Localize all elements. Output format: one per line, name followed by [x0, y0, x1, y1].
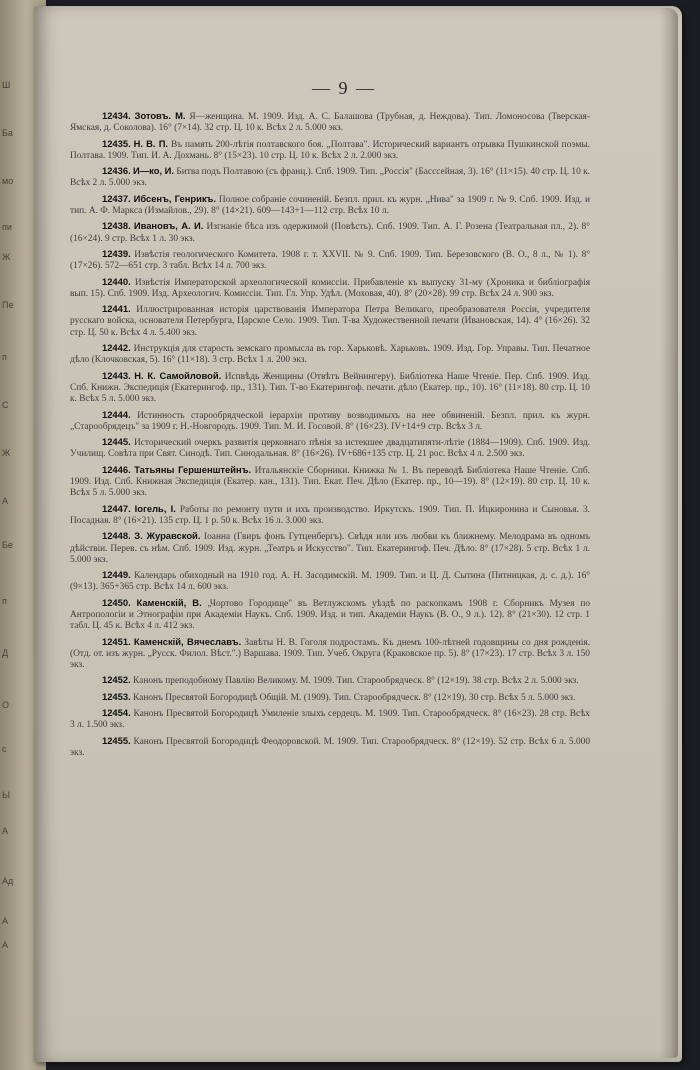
entry-number: 12444. [102, 408, 131, 420]
bibliography-entry [70, 138, 590, 163]
left-fragment: с [2, 744, 7, 754]
entry-number: 12447. [102, 502, 131, 514]
bibliography-entry [70, 691, 590, 704]
entry-author: Татьяны Гершенштейнъ. [134, 463, 252, 475]
entry-number: 12449. [102, 569, 131, 581]
entry-text: Работы по ремонту пути и ихъ производство. Иркутскъ. 1909. Тип. П. Ицкиронина и Сыновья. 3. Посадная. 8° (16×21). 135 стр. Ц. 1 р. 50 к. Всѣх 16 л. 3.000 экз. [70, 504, 590, 526]
left-fragment: Ад [2, 876, 14, 886]
bibliography-entry [70, 597, 590, 633]
entry-number: 12435. [102, 137, 131, 149]
entry-text: Испвѣдь Женщины (Отвѣтъ Вейнингеру). Библіотека Наше Чтеніе. Пер. Спб. 1909. Изд. Спб. Книжн. Экспедиція (Екатерингоф. пр., 131). Тип. Т-во Екатерингоф. печати. дѣло (Екатер. пр., 10). 16° (11×18). 80 стр. Ц. 10 к. Всѣх 5 л. 5.000 экз. [70, 371, 590, 405]
entry-text: Канонъ Пресвятой Богородицѣ Умиленіе злыхъ сердецъ. М. 1909. Тип. Старообрядческ. 8° (16×23). 28 стр. Всѣх 3 л. 1.500 экз. [70, 709, 590, 731]
entry-text: Извѣстія геологического Комитета. 1908 г. т. XXVII. № 9. Спб. 1909. Тип. Березовского (В. О., 8 л., № 1). 8° (17×26). 572—651 стр. 3 табл. Всѣх 14 л. 700 экз. [70, 249, 590, 272]
left-fragment: А [2, 826, 9, 836]
entry-number: 12450. [102, 596, 131, 608]
left-fragment: Ж [2, 448, 11, 458]
bibliography-entry [70, 342, 590, 367]
bibliography-entry [70, 110, 590, 135]
left-fragment: Ба [2, 128, 13, 138]
bibliography-entry [70, 674, 590, 687]
bibliography-entry [70, 735, 590, 760]
entry-number: 12437. [102, 192, 131, 204]
entry-number: 12434. [102, 110, 131, 121]
bibliography-entry [70, 530, 590, 566]
entry-text: Я—женщина. М. 1909. Изд. А. С. Балашова (Трубная, д. Неждова). Тип. Ломоносова (Тверская-Ямская, д. Соколова). 16° (7×14). 32 стр. Ц. 10 к. Всѣх 2 л. 5.000 экз. [70, 112, 590, 134]
entry-number: 12446. [102, 463, 131, 475]
entry-author: Н. В. П. [133, 137, 169, 149]
entry-author: З. Журавской. [134, 530, 201, 542]
entry-number: 12440. [102, 275, 131, 287]
entry-author: Ибсенъ, Генрикъ. [133, 192, 216, 204]
bibliography-entry [70, 248, 590, 273]
entry-text: Иллюстрированная исторія царствованія Императора Петра Великаго, преобразователя Россіи, учредителя русскаго войска, основателя Петербурга, Царское Село. 1909. Тип. Т-ва Художественной печати (Ивановская, 14). 4° (16×26). 32 стр. Ц. 50 к. Всѣх 4 л. 5.400 экз. [70, 305, 590, 338]
entry-number: 12451. [102, 635, 131, 647]
entry-number: 12445. [102, 436, 131, 448]
bibliography-entries [70, 110, 590, 980]
entry-text: Исторический очеркъ развитія церковнаго пѣнія за истекшее двадцатипяти-лѣтіе (1884—1909). Спб. 1909. Изд. Училищ. Совѣта при Свят. Синодѣ. Тип. Синодальная. 8° (16×26). IV+686+135 стр. Ц. 21 рос. Всѣх 4 л. 2.500 экз. [70, 438, 590, 460]
entry-text: Завѣты Н. В. Гоголя подростамъ. Къ днемъ 100-лѣтней годовщины со дня рожденія. (Отд. от. изъ журн. „Русск. Филол. Вѣст.".) Варшава. 1909. Тип. Учеб. Округа (Краковское пр. 5). 8° (17×23). 17 стр. Всѣх 3 л. 150 экз. [70, 637, 590, 671]
left-fragment: Бе [2, 540, 13, 550]
bibliography-entry [70, 436, 590, 461]
bibliography-entry [70, 503, 590, 528]
bibliography-entry [70, 370, 590, 406]
entry-number: 12448. [102, 530, 131, 542]
left-fragment: п [2, 596, 7, 606]
bibliography-entry [70, 707, 590, 732]
entry-text: Итальянскіе Сборники. Книжка № 1. Въ переводѣ Библіотека Наше Чтеніе. Спб. 1909. Изд. Спб. Книжная Экспедиція (Екатер. кан., 131). Тип. Екат. Печ. Дѣло (Екатер. пр., 10—19). 8° (12×19). 80 стр. Ц. 10 к. Всѣх 5 л. 5.000 экз. [70, 465, 590, 499]
left-fragment: Ж [2, 252, 11, 262]
left-fragment: Ш [2, 80, 11, 90]
entry-text: Изгнаніе бѣса изъ одержимой (Повѣсть). Спб. 1909. Тип. А. Г. Розена (Театральная пл., 2). 8° (16×24). 9 стр. Всѣх 1 л. 30 экз. [70, 222, 590, 244]
bibliography-entry [70, 569, 590, 594]
entry-number: 12438. [102, 220, 131, 232]
left-fragment: А [2, 496, 9, 506]
entry-number: 12455. [102, 734, 131, 746]
left-fragment: Ы [2, 790, 10, 800]
entry-text: Истинность старообрядческой іерархіи противу возводимыхъ на нее обвиненій. Безпл. прил. къ журн. „Старообрядецъ" за 1909 г. Н.-Новгородъ. 1909. Тип. М. И. Госовой. 8° (16×23). IV+14+9 стр. Всѣх 3 л. [70, 410, 590, 432]
bibliography-entry [70, 303, 590, 339]
left-fragment: Пе [2, 300, 14, 310]
entry-author: Каменскій, В. [136, 596, 202, 608]
entry-text: Битва подъ Полтавою (съ франц.). Спб. 1909. Тип. „Россія" (Басссейная, 3). 16° (11×15). 40 стр. Ц. 10 к. Всѣх 2 л. 5.000 экз. [70, 167, 590, 189]
bibliography-entry [70, 276, 590, 301]
entry-text: Полное собраніе сочиненій. Безпл. прил. къ журн. „Нива" за 1909 г. № 9. Спб. 1909. Изд. и тип. А. Ф. Маркса (Измайлов., 29). 8° (14×21). 609—143+1—112 стр. Всѣх 10 л. [70, 194, 590, 217]
entry-text: Канонъ Пресвятой Богородицѣ Общій. М. (1909). Тип. Старообрядческ. 8° (12×19). 30 стр. Всѣх 5 л. 5.000 экз. [133, 692, 576, 703]
entry-author: Н. К. Самойловой. [134, 369, 222, 381]
left-fragment: С [2, 400, 9, 410]
entry-author: Іогель, І. [134, 502, 176, 514]
left-fragment: мо [2, 176, 14, 186]
entry-text: Инструкція для старость земскаго промысла въ гор. Харьковѣ. Харьковъ. 1909. Изд. Гор. Управы. Тип. Печатное дѣло (Клочковская, 5). 16° (11×18). 3 стр. Всѣх 1 л. 200 экз. [70, 344, 590, 366]
entry-text: Въ память 200-лѣтія полтавского боя. „Полтава". Исторический вариантъ отрывка Пушкинской поэмы. Полтава. 1909. Тип. И. А. Дохмань. 8° (15×23). 10 стр. Ц. 10 к. Всѣх 2 л. 2.000 экз. [70, 139, 590, 161]
entry-author: И—ко, И. [133, 165, 174, 177]
entry-author: Ивановъ, А. И. [133, 220, 204, 232]
left-fragment: Д [2, 648, 9, 658]
entry-author: Каменскій, Вячеславъ. [133, 635, 242, 647]
entry-text: „Чортово Городище" въ Ветлужскомъ уѣздѣ по раскопкамъ 1908 г. Сборникъ Музея по Антропологіи и Этнографіи при Академіи Наукъ. Спб. 1909. Изд. и тип. Академіи Наукъ (В. О., 9 л.). 12). 8° (21×30). 12 стр. 1 табл. Ц. 45 к. Всѣх 4 л. 412 экз. [70, 598, 590, 632]
bibliography-entry [70, 193, 590, 218]
entry-author: Зотовъ. М. [134, 110, 186, 121]
entry-number: 12453. [102, 690, 131, 702]
entry-number: 12436. [102, 165, 131, 177]
entry-text: Канонъ преподобному Павлію Великому. М. 1909. Тип. Старообрядческ. 8° (12×19). 38 стр. Всѣх 2 л. 5.000 экз. [133, 676, 579, 687]
left-fragment: пи [2, 222, 12, 232]
page-number: — 9 — [312, 78, 376, 98]
left-fragment: п [2, 352, 7, 362]
bibliography-entry [70, 165, 590, 190]
left-fragment: А [2, 916, 9, 926]
bibliography-entry [70, 220, 590, 245]
entry-number: 12439. [102, 247, 131, 259]
entry-text: Канонъ Пресвятой Богородицѣ Феодоровской. М. 1909. Тип. Старообрядческ. 8° (12×19). 52 стр. Всѣх 6 л. 5.000 экз. [70, 736, 590, 758]
left-fragment: О [2, 700, 10, 710]
left-fragment: А [2, 940, 9, 950]
bibliography-entry [70, 636, 590, 672]
entry-number: 12452. [102, 674, 131, 686]
entry-number: 12443. [102, 369, 131, 381]
bibliography-entry [70, 464, 590, 500]
entry-text: Календарь обиходный на 1910 год. А. Н. Засодимскій. М. 1909. Тип. и Ц. Д. Сытина (Пятницкая, д. с. д.). 16° (9×13). 365+365 стр. Всѣх 14 л. 600 экз. [70, 571, 590, 593]
page-edge-shadow [660, 8, 678, 1058]
entry-number: 12442. [102, 342, 131, 354]
bibliography-entry [70, 409, 590, 434]
entry-text: Извѣстія Императорской археологической комиссіи. Прибавленіе къ выпуску 31-му (Хроника и библіографія вып. 15). Спб. 1909. Изд. Археологич. Комиссіи. Тип. Гл. Упр. Удѣл. (Моховая, 40). 8° (20×28). 99 стр. Всѣх 24 л. 900 экз. [70, 277, 590, 299]
entry-number: 12454. [102, 707, 131, 719]
book-page [34, 6, 682, 1062]
entry-text: Іоанна (Гвиръ фонъ Гутценбергъ). Свѣдя или изъ любви къ ближнему. Мелодрама въ одномъ дѣйствіи. Перев. съ нѣм. Спб. 1909. Изд. журн. „Театръ и Искусство". Тип. Екатерингоф. Печ. Дѣло. 8° (17×28). 5 стр. Всѣх 1 л. 5.000 экз. [70, 532, 590, 565]
entry-number: 12441. [102, 303, 131, 315]
